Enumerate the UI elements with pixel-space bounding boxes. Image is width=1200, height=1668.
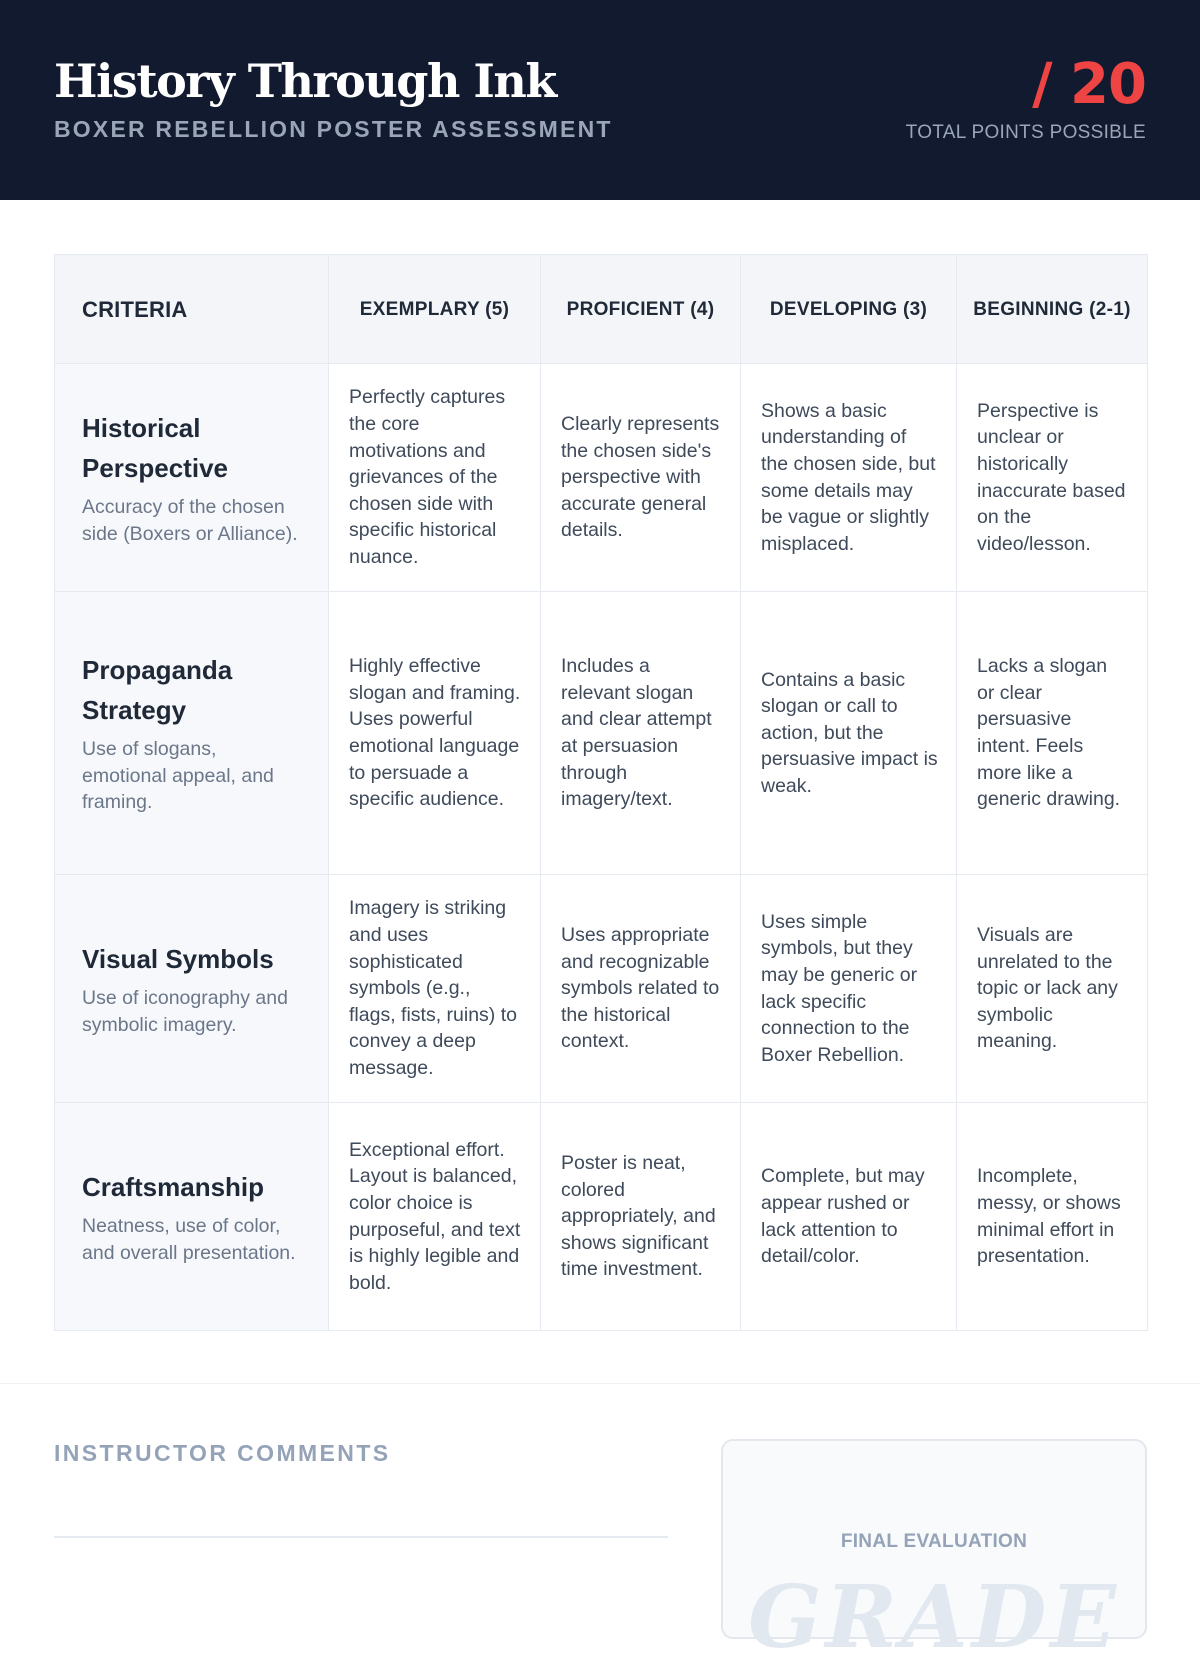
level-exemplary: Imagery is striking and uses sophisticated symbols (e.g., flags, fists, ruins) to convey a deep message. <box>329 875 541 1103</box>
table-row <box>55 875 1148 1103</box>
criteria-name: Historical Perspective <box>82 413 228 483</box>
table-row <box>55 592 1148 875</box>
level-beginning: Perspective is unclear or historically inaccurate based on the video/lesson. <box>957 364 1148 592</box>
level-developing: Shows a basic understanding of the chosen side, but some details may be vague or slightly misplaced. <box>741 364 957 592</box>
header-proficient: PROFICIENT (4) <box>541 255 741 364</box>
table-row <box>55 364 1148 592</box>
criteria-cell <box>55 364 329 592</box>
comment-writing-line[interactable] <box>54 1536 668 1538</box>
table-row <box>55 1103 1148 1331</box>
header-exemplary: EXEMPLARY (5) <box>329 255 541 364</box>
criteria-cell <box>55 1103 329 1331</box>
header-beginning: BEGINNING (2-1) <box>957 255 1148 364</box>
criteria-name: Visual Symbols <box>82 944 274 974</box>
rubric-table <box>54 254 1148 1331</box>
level-exemplary: Highly effective slogan and framing. Uses powerful emotional language to persuade a specific audience. <box>329 592 541 875</box>
page-title: History Through Ink <box>54 54 556 108</box>
criteria-cell <box>55 592 329 875</box>
level-exemplary: Exceptional effort. Layout is balanced, color choice is purposeful, and text is highly legible and bold. <box>329 1103 541 1331</box>
level-exemplary: Perfectly captures the core motivations and grievances of the chosen side with specific historical nuance. <box>329 364 541 592</box>
criteria-name: Propaganda Strategy <box>82 655 233 726</box>
criteria-description: Use of slogans, emotional appeal, and framing. <box>82 738 274 814</box>
header-developing: DEVELOPING (3) <box>741 255 957 364</box>
level-proficient: Includes a relevant slogan and clear attempt at persuasion through imagery/text. <box>541 592 741 875</box>
criteria-description: Accuracy of the chosen side (Boxers or Alliance). <box>82 496 298 545</box>
final-evaluation-label: FINAL EVALUATION <box>840 1531 1028 1552</box>
level-beginning: Incomplete, messy, or shows minimal effort in presentation. <box>957 1103 1148 1331</box>
total-points-label: TOTAL POINTS POSSIBLE <box>905 122 1146 143</box>
level-proficient: Clearly represents the chosen side's perspective with accurate general details. <box>541 364 741 592</box>
level-developing: Contains a basic slogan or call to action, but the persuasive impact is weak. <box>741 592 957 875</box>
final-evaluation-box <box>721 1439 1147 1668</box>
rubric-header-row <box>55 255 1148 364</box>
criteria-description: Neatness, use of color, and overall presentation. <box>82 1215 296 1264</box>
criteria-name: Craftsmanship <box>82 1172 265 1202</box>
page-subtitle: BOXER REBELLION POSTER ASSESSMENT <box>54 116 613 142</box>
instructor-comments-heading: INSTRUCTOR COMMENTS <box>54 1440 391 1466</box>
level-beginning: Visuals are unrelated to the topic or lack any symbolic meaning. <box>957 875 1148 1103</box>
level-proficient: Poster is neat, colored appropriately, and shows significant time investment. <box>541 1103 741 1331</box>
level-beginning: Lacks a slogan or clear persuasive intent. Feels more like a generic drawing. <box>957 592 1148 875</box>
total-points: / 20 <box>1032 52 1146 117</box>
level-proficient: Uses appropriate and recognizable symbols related to the historical context. <box>541 875 741 1103</box>
criteria-cell <box>55 875 329 1103</box>
section-divider <box>0 1383 1200 1384</box>
level-developing: Uses simple symbols, but they may be generic or lack specific connection to the Boxer Rebellion. <box>741 875 957 1103</box>
level-developing: Complete, but may appear rushed or lack attention to detail/color. <box>741 1103 957 1331</box>
header-criteria: CRITERIA <box>55 255 329 364</box>
grade-placeholder: GRADE <box>748 1567 1120 1668</box>
criteria-description: Use of iconography and symbolic imagery. <box>82 987 288 1036</box>
page-header <box>0 0 1200 200</box>
